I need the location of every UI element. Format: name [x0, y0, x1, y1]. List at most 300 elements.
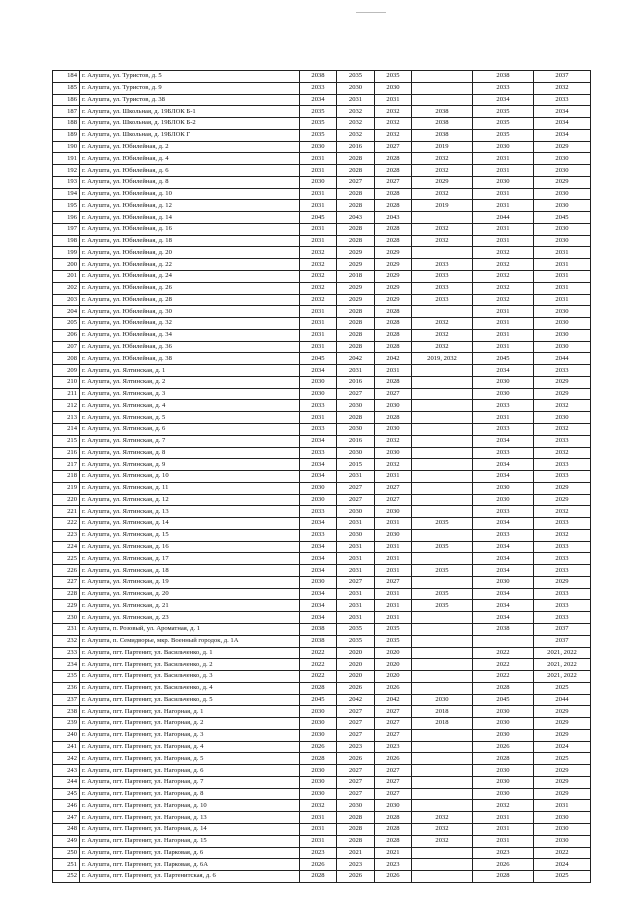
year-cell-1: 2031: [300, 235, 337, 247]
year-cell-1: 2033: [300, 423, 337, 435]
table-row: [53, 388, 591, 400]
table-row: [53, 82, 591, 94]
year-cell-3: 2032: [375, 459, 412, 471]
year-cell-2: 2016: [337, 376, 375, 388]
year-cell-6: 2033: [534, 471, 591, 483]
year-cell-2: 2016: [337, 141, 375, 153]
table-row: [53, 600, 591, 612]
row-number-cell: 249: [53, 835, 80, 847]
address-cell: г. Алушта, ул. Ялтинская, д. 16: [80, 541, 300, 553]
year-cell-3: 2029: [375, 282, 412, 294]
year-cell-2: 2020: [337, 659, 375, 671]
year-cell-4: 2018: [412, 706, 473, 718]
year-cell-6: 2033: [534, 518, 591, 530]
address-cell: г. Алушта, пгт. Партенит, ул. Парковая, д. 6А: [80, 859, 300, 871]
year-cell-2: 2031: [337, 600, 375, 612]
row-number-cell: 225: [53, 553, 80, 565]
address-cell: г. Алушта, ул. Туристов, д. 9: [80, 82, 300, 94]
year-cell-3: 2027: [375, 388, 412, 400]
year-cell-1: 2033: [300, 529, 337, 541]
year-cell-5: 2028: [473, 753, 534, 765]
row-number-cell: 185: [53, 82, 80, 94]
year-cell-1: 2038: [300, 635, 337, 647]
year-cell-1: 2031: [300, 412, 337, 424]
year-cell-6: 2032: [534, 400, 591, 412]
year-cell-2: 2027: [337, 706, 375, 718]
year-cell-5: 2033: [473, 506, 534, 518]
table-row: [53, 353, 591, 365]
year-cell-4: [412, 94, 473, 106]
year-cell-6: 2030: [534, 153, 591, 165]
year-cell-2: 2020: [337, 647, 375, 659]
address-cell: г. Алушта, ул. Ялтинская, д. 18: [80, 565, 300, 577]
year-cell-4: 2033: [412, 259, 473, 271]
address-cell: г. Алушта, пгт. Партенит, ул. Нагорная, д. 1: [80, 706, 300, 718]
row-number-cell: 191: [53, 153, 80, 165]
year-cell-4: [412, 365, 473, 377]
year-cell-4: 2019: [412, 141, 473, 153]
year-cell-4: [412, 423, 473, 435]
row-number-cell: 215: [53, 435, 80, 447]
year-cell-2: 2031: [337, 553, 375, 565]
year-cell-5: 2031: [473, 341, 534, 353]
year-cell-2: 2028: [337, 306, 375, 318]
row-number-cell: 201: [53, 271, 80, 283]
year-cell-3: 2027: [375, 576, 412, 588]
year-cell-5: 2033: [473, 400, 534, 412]
year-cell-6: 2030: [534, 188, 591, 200]
year-cell-3: 2031: [375, 553, 412, 565]
address-cell: г. Алушта, ул. Туристов, д. 38: [80, 94, 300, 106]
year-cell-5: 2030: [473, 576, 534, 588]
address-cell: г. Алушта, ул. Ялтинская, д. 7: [80, 435, 300, 447]
year-cell-5: 2038: [473, 71, 534, 83]
table-row: [53, 765, 591, 777]
table-row: [53, 318, 591, 330]
year-cell-5: 2032: [473, 800, 534, 812]
address-cell: г. Алушта, ул. Юбилейная, д. 38: [80, 353, 300, 365]
year-cell-6: 2029: [534, 141, 591, 153]
year-cell-6: 2029: [534, 482, 591, 494]
year-cell-1: 2023: [300, 847, 337, 859]
row-number-cell: 219: [53, 482, 80, 494]
year-cell-2: 2028: [337, 341, 375, 353]
year-cell-3: 2023: [375, 741, 412, 753]
year-cell-1: 2030: [300, 718, 337, 730]
year-cell-1: 2033: [300, 400, 337, 412]
year-cell-3: 2027: [375, 141, 412, 153]
year-cell-2: 2027: [337, 718, 375, 730]
year-cell-5: 2034: [473, 435, 534, 447]
table-row: [53, 612, 591, 624]
year-cell-5: 2028: [473, 871, 534, 883]
year-cell-1: 2045: [300, 212, 337, 224]
row-number-cell: 223: [53, 529, 80, 541]
table-row: [53, 341, 591, 353]
year-cell-1: 2030: [300, 706, 337, 718]
row-number-cell: 216: [53, 447, 80, 459]
year-cell-2: 2027: [337, 176, 375, 188]
year-cell-2: 2030: [337, 82, 375, 94]
year-cell-3: 2030: [375, 400, 412, 412]
row-number-cell: 184: [53, 71, 80, 83]
year-cell-4: 2032: [412, 341, 473, 353]
year-cell-3: 2031: [375, 365, 412, 377]
year-cell-1: 2030: [300, 141, 337, 153]
year-cell-1: 2022: [300, 659, 337, 671]
address-cell: г. Алушта, ул. Юбилейная, д. 6: [80, 165, 300, 177]
year-cell-5: 2023: [473, 847, 534, 859]
table-row: [53, 588, 591, 600]
year-cell-4: 2029: [412, 176, 473, 188]
year-cell-5: 2031: [473, 235, 534, 247]
year-cell-2: 2029: [337, 294, 375, 306]
year-cell-5: 2032: [473, 259, 534, 271]
year-cell-4: 2032: [412, 153, 473, 165]
year-cell-1: 2034: [300, 471, 337, 483]
year-cell-1: 2034: [300, 565, 337, 577]
year-cell-1: 2034: [300, 553, 337, 565]
year-cell-2: 2027: [337, 729, 375, 741]
address-cell: г. Алушта, ул. Юбилейная, д. 22: [80, 259, 300, 271]
table-row: [53, 153, 591, 165]
year-cell-5: 2033: [473, 447, 534, 459]
table-row: [53, 447, 591, 459]
year-cell-4: [412, 506, 473, 518]
year-cell-4: 2035: [412, 565, 473, 577]
year-cell-1: 2034: [300, 365, 337, 377]
year-cell-3: 2030: [375, 800, 412, 812]
year-cell-5: 2034: [473, 518, 534, 530]
year-cell-2: 2028: [337, 824, 375, 836]
row-number-cell: 199: [53, 247, 80, 259]
row-number-cell: 193: [53, 176, 80, 188]
year-cell-5: 2031: [473, 329, 534, 341]
year-cell-3: 2042: [375, 694, 412, 706]
row-number-cell: 186: [53, 94, 80, 106]
year-cell-4: [412, 576, 473, 588]
year-cell-1: 2030: [300, 388, 337, 400]
year-cell-4: [412, 753, 473, 765]
address-cell: г. Алушта, пгт. Партенит, ул. Парковая, д. 6: [80, 847, 300, 859]
year-cell-6: 2031: [534, 800, 591, 812]
year-cell-4: 2032: [412, 318, 473, 330]
year-cell-3: 2028: [375, 835, 412, 847]
year-cell-4: [412, 800, 473, 812]
row-number-cell: 250: [53, 847, 80, 859]
year-cell-6: 2032: [534, 529, 591, 541]
year-cell-6: 2031: [534, 294, 591, 306]
year-cell-5: 2030: [473, 141, 534, 153]
year-cell-4: [412, 682, 473, 694]
year-cell-6: 2031: [534, 282, 591, 294]
year-cell-4: 2038: [412, 129, 473, 141]
address-cell: г. Алушта, пгт. Партенит, ул. Нагорная, д. 4: [80, 741, 300, 753]
table-row: [53, 871, 591, 883]
row-number-cell: 213: [53, 412, 80, 424]
year-cell-2: 2035: [337, 623, 375, 635]
row-number-cell: 246: [53, 800, 80, 812]
address-cell: г. Алушта, пгт. Партенит, ул. Партенитская, д. 6: [80, 871, 300, 883]
row-number-cell: 203: [53, 294, 80, 306]
year-cell-6: 2033: [534, 612, 591, 624]
year-cell-4: [412, 412, 473, 424]
year-cell-1: 2031: [300, 223, 337, 235]
year-cell-3: 2028: [375, 165, 412, 177]
year-cell-6: 2033: [534, 365, 591, 377]
year-cell-6: 2029: [534, 376, 591, 388]
table-row: [53, 471, 591, 483]
year-cell-6: 2033: [534, 600, 591, 612]
year-cell-3: 2028: [375, 341, 412, 353]
year-cell-5: 2033: [473, 82, 534, 94]
year-cell-4: [412, 553, 473, 565]
year-cell-2: 2027: [337, 765, 375, 777]
year-cell-5: 2034: [473, 471, 534, 483]
year-cell-6: 2021, 2022: [534, 659, 591, 671]
row-number-cell: 252: [53, 871, 80, 883]
year-cell-2: 2035: [337, 71, 375, 83]
year-cell-5: 2022: [473, 659, 534, 671]
year-cell-4: [412, 765, 473, 777]
year-cell-2: 2028: [337, 329, 375, 341]
year-cell-3: 2030: [375, 423, 412, 435]
year-cell-5: [473, 635, 534, 647]
year-cell-2: 2028: [337, 200, 375, 212]
year-cell-1: 2032: [300, 271, 337, 283]
address-cell: г. Алушта, ул. Ялтинская, д. 8: [80, 447, 300, 459]
year-cell-1: 2033: [300, 447, 337, 459]
address-cell: г. Алушта, ул. Ялтинская, д. 23: [80, 612, 300, 624]
year-cell-3: 2028: [375, 153, 412, 165]
year-cell-3: 2032: [375, 435, 412, 447]
year-cell-2: 2030: [337, 447, 375, 459]
year-cell-4: [412, 459, 473, 471]
year-cell-2: 2032: [337, 129, 375, 141]
address-cell: г. Алушта, пгт. Партенит, ул. Нагорная, д. 5: [80, 753, 300, 765]
year-cell-3: 2023: [375, 859, 412, 871]
address-cell: г. Алушта, ул. Школьная, д. 19БЛОК Б-2: [80, 118, 300, 130]
table-row: [53, 565, 591, 577]
row-number-cell: 241: [53, 741, 80, 753]
year-cell-2: 2023: [337, 859, 375, 871]
year-cell-2: 2032: [337, 118, 375, 130]
year-cell-1: 2032: [300, 282, 337, 294]
row-number-cell: 194: [53, 188, 80, 200]
year-cell-1: 2026: [300, 741, 337, 753]
year-cell-3: 2028: [375, 329, 412, 341]
year-cell-5: 2034: [473, 365, 534, 377]
year-cell-3: 2031: [375, 612, 412, 624]
year-cell-5: 2022: [473, 671, 534, 683]
address-cell: г. Алушта, пгт. Партенит, ул. Нагорная, д. 3: [80, 729, 300, 741]
year-cell-6: 2031: [534, 271, 591, 283]
year-cell-6: 2032: [534, 447, 591, 459]
year-cell-4: 2035: [412, 541, 473, 553]
address-cell: г. Алушта, пгт. Партенит, ул. Васильченко, д. 3: [80, 671, 300, 683]
row-number-cell: 231: [53, 623, 80, 635]
year-cell-6: 2029: [534, 388, 591, 400]
year-cell-3: 2029: [375, 247, 412, 259]
table-row: [53, 859, 591, 871]
top-scan-mark: [356, 12, 386, 13]
row-number-cell: 187: [53, 106, 80, 118]
year-cell-2: 2032: [337, 106, 375, 118]
table-row: [53, 400, 591, 412]
year-cell-5: 2032: [473, 282, 534, 294]
year-cell-4: [412, 612, 473, 624]
year-cell-1: 2030: [300, 482, 337, 494]
year-cell-4: [412, 376, 473, 388]
year-cell-3: 2027: [375, 729, 412, 741]
year-cell-4: 2038: [412, 118, 473, 130]
year-cell-6: 2029: [534, 494, 591, 506]
year-cell-3: 2027: [375, 176, 412, 188]
row-number-cell: 190: [53, 141, 80, 153]
row-number-cell: 245: [53, 788, 80, 800]
year-cell-3: 2030: [375, 82, 412, 94]
year-cell-3: 2032: [375, 118, 412, 130]
year-cell-3: 2020: [375, 671, 412, 683]
year-cell-6: 2032: [534, 506, 591, 518]
year-cell-2: 2026: [337, 682, 375, 694]
year-cell-4: [412, 847, 473, 859]
year-cell-1: 2031: [300, 188, 337, 200]
year-cell-2: 2028: [337, 835, 375, 847]
table-row: [53, 129, 591, 141]
address-cell: г. Алушта, ул. Ялтинская, д. 6: [80, 423, 300, 435]
address-cell: г. Алушта, пгт. Партенит, ул. Васильченко, д. 4: [80, 682, 300, 694]
year-cell-6: 2030: [534, 412, 591, 424]
row-number-cell: 195: [53, 200, 80, 212]
year-cell-2: 2029: [337, 259, 375, 271]
year-cell-5: 2033: [473, 423, 534, 435]
year-cell-5: 2031: [473, 188, 534, 200]
address-cell: г. Алушта, ул. Ялтинская, д. 17: [80, 553, 300, 565]
year-cell-5: 2034: [473, 553, 534, 565]
row-number-cell: 196: [53, 212, 80, 224]
address-cell: г. Алушта, ул. Юбилейная, д. 10: [80, 188, 300, 200]
address-cell: г. Алушта, ул. Юбилейная, д. 34: [80, 329, 300, 341]
year-cell-6: 2024: [534, 741, 591, 753]
year-cell-4: [412, 82, 473, 94]
year-cell-6: 2030: [534, 318, 591, 330]
year-cell-4: 2032: [412, 235, 473, 247]
year-cell-4: 2033: [412, 271, 473, 283]
year-cell-1: 2035: [300, 106, 337, 118]
row-number-cell: 206: [53, 329, 80, 341]
row-number-cell: 237: [53, 694, 80, 706]
year-cell-6: 2033: [534, 588, 591, 600]
year-cell-4: [412, 647, 473, 659]
year-cell-5: 2031: [473, 223, 534, 235]
year-cell-5: 2034: [473, 600, 534, 612]
year-cell-6: 2037: [534, 71, 591, 83]
year-cell-2: 2027: [337, 576, 375, 588]
year-cell-1: 2030: [300, 376, 337, 388]
year-cell-3: 2028: [375, 235, 412, 247]
year-cell-3: 2030: [375, 529, 412, 541]
row-number-cell: 208: [53, 353, 80, 365]
year-cell-6: 2021, 2022: [534, 671, 591, 683]
address-cell: г. Алушта, ул. Юбилейная, д. 18: [80, 235, 300, 247]
row-number-cell: 247: [53, 812, 80, 824]
row-number-cell: 224: [53, 541, 80, 553]
row-number-cell: 192: [53, 165, 80, 177]
row-number-cell: 197: [53, 223, 80, 235]
year-cell-3: 2031: [375, 518, 412, 530]
address-cell: г. Алушта, ул. Юбилейная, д. 14: [80, 212, 300, 224]
table-row: [53, 376, 591, 388]
table-row: [53, 494, 591, 506]
year-cell-1: 2045: [300, 694, 337, 706]
row-number-cell: 238: [53, 706, 80, 718]
year-cell-4: 2035: [412, 600, 473, 612]
year-cell-3: 2027: [375, 494, 412, 506]
year-cell-3: 2031: [375, 94, 412, 106]
year-cell-6: 2031: [534, 259, 591, 271]
year-cell-4: [412, 447, 473, 459]
table-row: [53, 847, 591, 859]
year-cell-1: 2031: [300, 153, 337, 165]
year-cell-1: 2031: [300, 835, 337, 847]
table-row: [53, 718, 591, 730]
table-row: [53, 659, 591, 671]
year-cell-2: 2018: [337, 271, 375, 283]
address-cell: г. Алушта, ул. Туристов, д. 5: [80, 71, 300, 83]
table-row: [53, 682, 591, 694]
year-cell-2: 2031: [337, 612, 375, 624]
table-row: [53, 753, 591, 765]
table-row: [53, 106, 591, 118]
year-cell-2: 2015: [337, 459, 375, 471]
table-row: [53, 647, 591, 659]
year-cell-5: 2035: [473, 106, 534, 118]
table-row: [53, 706, 591, 718]
year-cell-2: 2020: [337, 671, 375, 683]
year-cell-3: 2042: [375, 353, 412, 365]
year-cell-6: 2025: [534, 682, 591, 694]
year-cell-5: 2031: [473, 824, 534, 836]
address-cell: г. Алушта, ул. Ялтинская, д. 3: [80, 388, 300, 400]
year-cell-5: 2038: [473, 623, 534, 635]
address-cell: г. Алушта, ул. Школьная, д. 19БЛОК Б-1: [80, 106, 300, 118]
year-cell-6: 2025: [534, 871, 591, 883]
address-cell: г. Алушта, ул. Ялтинская, д. 10: [80, 471, 300, 483]
year-cell-2: 2029: [337, 282, 375, 294]
year-cell-3: 2032: [375, 129, 412, 141]
year-cell-5: 2031: [473, 812, 534, 824]
table-row: [53, 188, 591, 200]
year-cell-1: 2034: [300, 541, 337, 553]
row-number-cell: 217: [53, 459, 80, 471]
table-row: [53, 282, 591, 294]
housing-repair-schedule-table: [52, 70, 591, 883]
table-row: [53, 435, 591, 447]
year-cell-5: 2022: [473, 647, 534, 659]
row-number-cell: 235: [53, 671, 80, 683]
row-number-cell: 218: [53, 471, 80, 483]
year-cell-2: 2028: [337, 318, 375, 330]
year-cell-5: 2030: [473, 706, 534, 718]
year-cell-5: 2035: [473, 129, 534, 141]
year-cell-1: 2032: [300, 294, 337, 306]
year-cell-4: [412, 635, 473, 647]
table-row: [53, 553, 591, 565]
address-cell: г. Алушта, ул. Ялтинская, д. 13: [80, 506, 300, 518]
address-cell: г. Алушта, ул. Ялтинская, д. 21: [80, 600, 300, 612]
year-cell-6: 2025: [534, 753, 591, 765]
